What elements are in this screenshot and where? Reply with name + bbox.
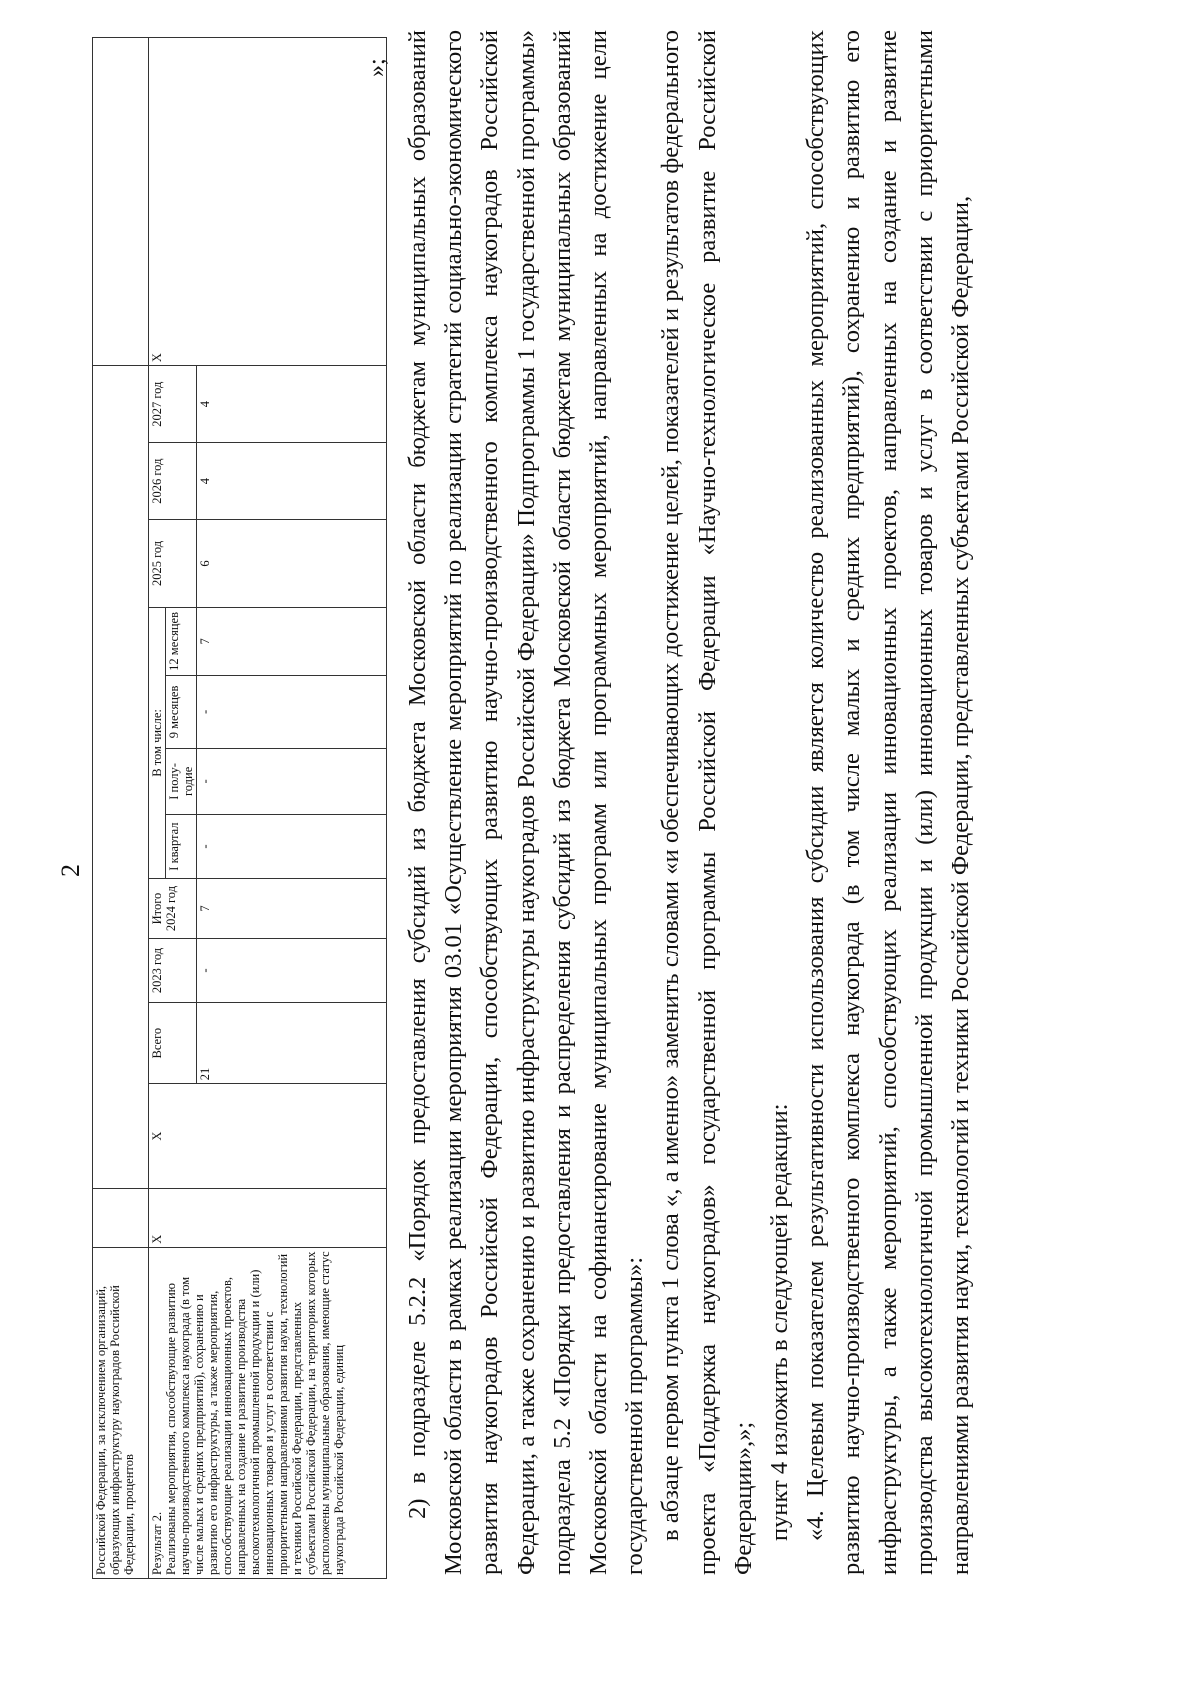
value-2023: -: [197, 938, 387, 1002]
table-row: [149, 38, 166, 1579]
value-h1: -: [197, 748, 387, 814]
value-2027: 4: [197, 366, 387, 443]
value-total: 21: [197, 1003, 387, 1084]
header-itogo-2024: Итого 2024 год: [149, 879, 197, 939]
header-q1: I квартал: [166, 815, 197, 879]
value-q1: -: [197, 815, 387, 879]
paragraph-3: пункт 4 изложить в следующей редакции:: [766, 1103, 794, 1541]
value-m9: -: [197, 676, 387, 749]
header-2026: 2026 год: [149, 443, 197, 520]
header-total: Всего: [149, 1003, 197, 1084]
value-itogo-2024: 7: [197, 879, 387, 939]
value-m12: 7: [197, 607, 387, 675]
quote-end: »;: [364, 58, 390, 77]
value-2026: 4: [197, 443, 387, 520]
table-row: [93, 38, 149, 1579]
result-label: Результат 2.: [150, 1511, 164, 1575]
result-cell: [149, 1247, 387, 1578]
header-in-that: В том числе:: [149, 607, 166, 878]
intro-cell: Российской Федерации, за исключением организаций, образующих инфраструктуру наукоградов Российской Федерации, процентов: [93, 1247, 149, 1578]
header-h1: I полу-годие: [166, 748, 197, 814]
page-number: 2: [56, 864, 85, 877]
header-2025: 2025 год: [149, 520, 197, 608]
indicators-table: [92, 37, 387, 1579]
cross-mark-2: Х: [149, 1084, 387, 1189]
header-m9: 9 месяцев: [166, 676, 197, 749]
body-text: [400, 30, 979, 1575]
cross-mark-1: Х: [149, 1188, 387, 1247]
header-m12: 12 месяцев: [166, 607, 197, 675]
paragraph-4: «4. Целевым показателем результативности использования субсидии является количество реализованных мероприятий, способствующих развитию научно-производственного комплекса наукограда (в том числе малых и средних предприятий), сохранению и развитию его инфраструктуры, а также мероприятий, способствующих реализации инновационных проектов, направленных на создание и развитие производства высокотехнологичной промышленной продукции и (или) инновационных товаров и услуг в соответствии с приоритетными направлениями развития науки, технологий и техники Российской Федерации, представленных субъектами Российской Федерации,: [802, 30, 975, 1575]
paragraph-2: в абзаце первом пункта 1 слова «, а именно» заменить словами «и обеспечивающих достижение целей, показателей и результатов федерального проекта «Поддержка наукоградов» государственной программы Российской Федерации «Научно-технологическое развитие Российской Федерации»,»;: [657, 30, 757, 1575]
paragraph-1: 2) в подразделе 5.2.2 «Порядок предоставления субсидий из бюджета Московской области бюджетам муниципальных образований Московской области в рамках реализации мероприятия 03.01 «Осуществление мероприятий по реализации стратегий социально-экономического развития наукоградов Российской Федерации, способствующих развитию научно-производственного комплекса наукоградов Российской Федерации, а также сохранению и развитию инфраструктуры наукоградов Российской Федерации» Подпрограммы 1 государственной программы» подраздела 5.2 «Порядки предоставления и распределения субсидий из бюджета Московской области бюджетам муниципальных образований Московской области на софинансирование муниципальных программ или программных мероприятий, направленных на достижение цели государственной программы»:: [404, 30, 649, 1575]
value-2025: 6: [197, 520, 387, 608]
header-2023: 2023 год: [149, 938, 197, 1002]
header-2027: 2027 год: [149, 366, 197, 443]
cross-mark-3: Х: [149, 38, 387, 366]
result-description: Реализованы мероприятия, способствующие развитию научно-производственного комплекса наукограда (в том числе малых и средних предприятий), сохранению и развитию его инфраструктуры, а также мероприятия, способствующие реализации инновационных проектов, направленных на создание и развитие производства высокотехнологичной промышленной продукции и (или) инновационных товаров и услуг в соответствии с приоритетными направлениями развития науки, технологий и техники Российской Федерации, представленных субъектами Российской Федерации, на территориях которых расположены муниципальные образования, имеющие статус наукограда Российской Федерации, единиц: [164, 1251, 346, 1575]
